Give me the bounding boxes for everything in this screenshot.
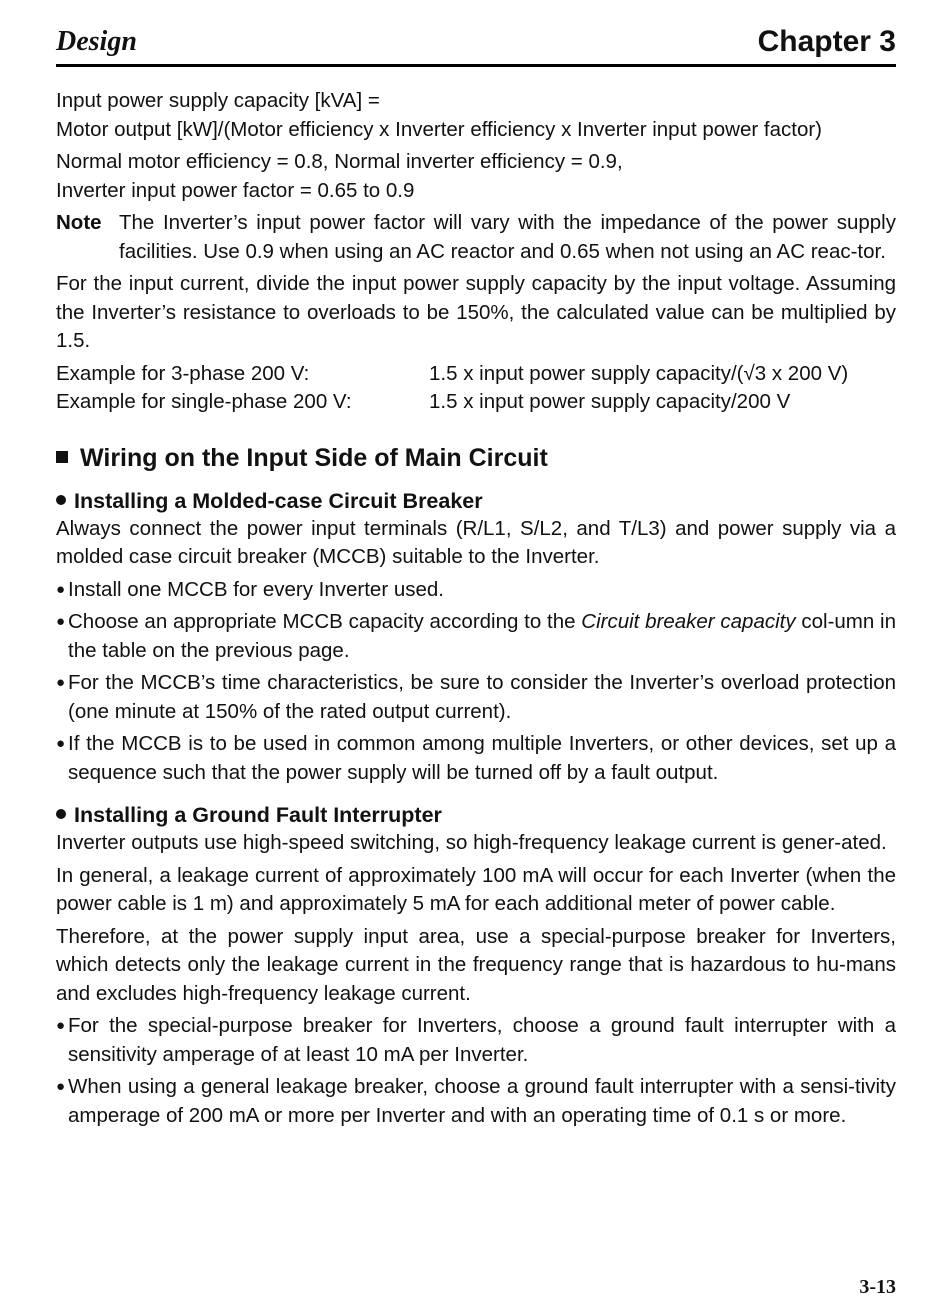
page-header: [56, 24, 896, 64]
note-text: The Inverter’s input power factor will vary with the impedance of the power supply facilities. Use 0.9 when using an AC reactor and 0.65 when not using an AC reac-tor.: [119, 211, 896, 263]
subsection-heading-text: Installing a Ground Fault Interrupter: [74, 803, 442, 827]
section-heading-text: Wiring on the Input Side of Main Circuit: [80, 443, 548, 472]
list-item-text: If the MCCB is to be used in common among multiple Inverters, or other devices, set up a sequence such that the power supply will be turned off by a fault output.: [68, 732, 896, 784]
bullet-icon: ●: [56, 1017, 66, 1034]
gfi-paragraph-1: Inverter outputs use high-speed switching, so high-frequency leakage current is gener-ated.: [56, 831, 887, 854]
example-row: [56, 388, 896, 417]
list-item-text: Choose an appropriate MCCB capacity according to the: [68, 610, 582, 633]
note-block: [56, 209, 896, 266]
emphasized-text: Circuit breaker capacity: [581, 610, 796, 633]
list-item-text: For the special-purpose breaker for Inverters, choose a ground fault interrupter with a sensitivity amperage of at least 10 mA per Inverter.: [68, 1014, 896, 1066]
header-chapter-title: Chapter 3: [757, 25, 896, 58]
formula-line-1: Input power supply capacity [kVA] =: [56, 89, 380, 112]
gfi-paragraph-3: Therefore, at the power supply input area, use a special-purpose breaker for Inverters, which detects only the leakage current in the frequency range that is hazardous to hu-mans and excludes high-frequency leakage current.: [56, 924, 896, 1005]
list-item: [56, 1073, 896, 1130]
example-label: Example for 3-phase 200 V:: [56, 361, 310, 385]
header-rule: [56, 64, 896, 67]
round-bullet-icon: [56, 495, 66, 505]
gfi-paragraph-2: In general, a leakage current of approximately 100 mA will occur for each Inverter (when the power cable is 1 m) and approximately 5 mA for each additional meter of power cable.: [56, 863, 896, 915]
list-item-text: For the MCCB’s time characteristics, be sure to consider the Inverter’s overload protection (one minute at 150% of the rated output current).: [68, 671, 896, 723]
mccb-intro: Always connect the power input terminals (R/L1, S/L2, and T/L3) and power supply via a molded case circuit breaker (MCCB) suitable to the Inverter.: [56, 516, 896, 568]
square-bullet-icon: [56, 451, 68, 463]
efficiency-line-2: Inverter input power factor = 0.65 to 0.9: [56, 178, 415, 202]
list-item-text: Install one MCCB for every Inverter used.: [68, 577, 444, 601]
subsection-heading-mccb: [56, 487, 896, 515]
round-bullet-icon: [56, 809, 66, 819]
section-heading: [56, 443, 896, 473]
list-item: [56, 730, 896, 787]
page-number: 3-13: [859, 1276, 896, 1298]
subsection-heading-text: Installing a Molded-case Circuit Breaker: [74, 488, 483, 513]
examples: [56, 360, 896, 417]
input-current-paragraph: For the input current, divide the input power supply capacity by the input voltage. Assuming the Inverter’s resistance to overloads to be 150%, the calculated value can be multiplied by 1.5.: [56, 272, 896, 352]
example-value: 1.5 x input power supply capacity/(√3 x 200 V): [429, 361, 849, 385]
example-row: [56, 360, 896, 389]
list-item: [56, 576, 896, 605]
example-value: 1.5 x input power supply capacity/200 V: [429, 390, 791, 413]
note-label: Note: [56, 211, 102, 234]
example-label: Example for single-phase 200 V:: [56, 390, 352, 413]
bullet-icon: ●: [56, 735, 66, 752]
list-item: [56, 608, 896, 665]
subsection-heading-gfi: [56, 801, 896, 829]
bullet-icon: ●: [56, 580, 66, 598]
formula-line-2: Motor output [kW]/(Motor efficiency x Inverter efficiency x Inverter input power factor): [56, 117, 823, 141]
bullet-icon: ●: [56, 1078, 66, 1095]
list-item-text: When using a general leakage breaker, choose a ground fault interrupter with a sensi-tivity amperage of 200 mA or more per Inverter and with an operating time of 0.1 s or more.: [68, 1075, 896, 1127]
bullet-icon: ●: [56, 674, 66, 691]
list-item-text: col-umn in the table on the previous page.: [68, 610, 896, 662]
list-item: [56, 1012, 896, 1069]
bullet-icon: ●: [56, 613, 66, 630]
efficiency-line-1: Normal motor efficiency = 0.8, Normal inverter efficiency = 0.9,: [56, 150, 623, 173]
list-item: [56, 669, 896, 726]
header-section-title: Design: [56, 26, 137, 57]
page-body: [56, 87, 896, 1130]
